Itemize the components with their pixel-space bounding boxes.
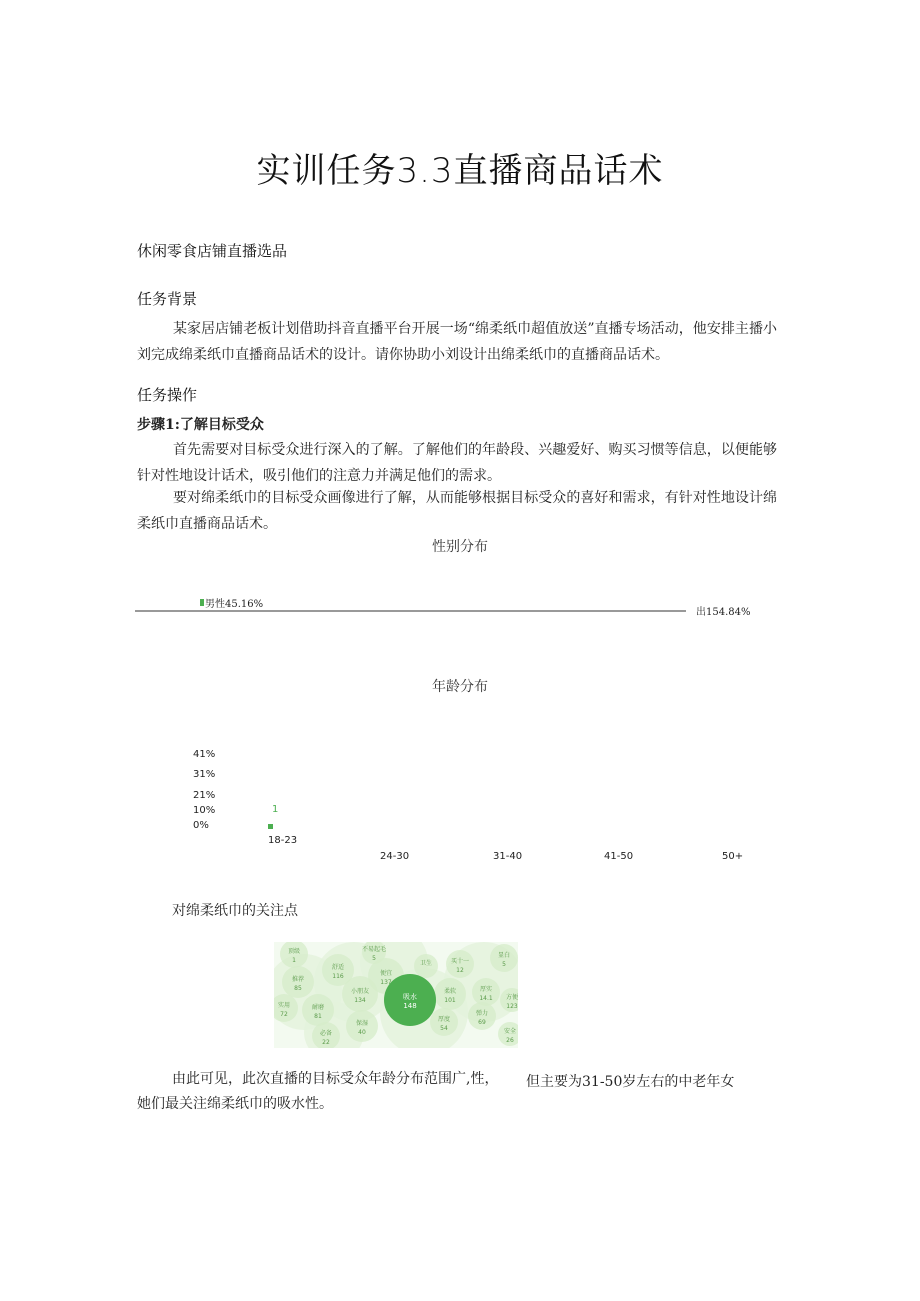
concern-label: 对绵柔纸巾的关注点 — [172, 903, 298, 919]
bubble-value-0: 1 — [292, 957, 296, 964]
age-xtick-18-23: 18-23 — [268, 835, 298, 846]
bubble-value-6: 81 — [314, 1013, 322, 1020]
bubble-label-16: 弹力 — [475, 1010, 489, 1017]
bubble-value-2: 72 — [280, 1011, 288, 1018]
bubble-label-11: 柔软 — [443, 988, 457, 995]
age-chart-title: 年龄分布 — [432, 679, 488, 695]
age-xtick-41-50: 41-50 — [604, 851, 634, 862]
bubble-value-15: 14.1 — [479, 995, 493, 1002]
age-xtick-24-30: 24-30 — [380, 851, 410, 862]
gender-chart-title: 性别分布 — [432, 539, 488, 555]
bubble-label-14: 买十一 — [450, 958, 470, 965]
bubble-value-13: 54 — [440, 1025, 448, 1032]
bubble-label-10: 卫生 — [419, 960, 433, 967]
bubble-label-7: 必备 — [319, 1030, 333, 1037]
bubble-label-5: 小朋友 — [350, 988, 370, 995]
bubble-value-16: 69 — [478, 1019, 486, 1026]
bubble-label-15: 厚实 — [479, 986, 493, 993]
subtitle: 休闲零食店铺直播选品 — [137, 242, 288, 260]
age-ytick-41: 41% — [193, 749, 216, 760]
conclusion-left: 由此可见，此次直播的目标受众年龄分布范围广,性， — [172, 1071, 499, 1087]
age-xtick-31-40: 31-40 — [493, 851, 523, 862]
bubble-value-5: 134 — [354, 997, 366, 1004]
gender-chart — [0, 590, 920, 620]
background-paragraph: 某家居店铺老板计划借助抖音直播平台开展一场“绵柔纸巾超值放送”直播专场活动，他安排主播小刘完成绵柔纸巾直播商品话术的设计。请你协助小刘设计出绵柔纸巾的直播商品话术。 — [137, 321, 777, 363]
age-ytick-31: 31% — [193, 769, 216, 780]
bubble-value-18: 123 — [506, 1003, 518, 1010]
bubble-label-2: 实用 — [277, 1002, 291, 1009]
bubble-value-4: 116 — [332, 973, 344, 980]
gender-bar-male — [200, 599, 204, 606]
bubble-label-4: 舒适 — [331, 964, 345, 971]
age-ytick-0: 0% — [193, 820, 209, 831]
age-xtick-50plus: 50+ — [722, 851, 744, 862]
bubble-value-11: 101 — [444, 997, 456, 1004]
age-bar-18-23 — [268, 824, 273, 829]
bubble-label-1: 推荐 — [291, 976, 305, 983]
gender-label-female: 出154.84% — [696, 607, 751, 618]
bubble-label-6: 耐磨 — [311, 1004, 325, 1011]
concern-bubble-chart — [274, 942, 518, 1048]
bubble-value-12: 148 — [403, 1002, 417, 1010]
age-ytick-21: 21% — [193, 790, 216, 801]
page-title: 实训任务3.3直播商品话术 — [256, 151, 664, 191]
bubble-label-12: 吸水 — [403, 993, 417, 1001]
bubble-value-1: 85 — [294, 985, 302, 992]
bubble-label-18: 方便 — [505, 994, 518, 1001]
background-heading: 任务背景 — [137, 290, 198, 308]
bubble-label-17: 显白 — [497, 952, 511, 959]
bubble-label-9: 保湿 — [355, 1020, 369, 1027]
bubble-value-7: 22 — [322, 1039, 330, 1046]
conclusion-line2: 她们最关注绵柔纸巾的吸水性。 — [137, 1096, 333, 1112]
bubble-value-9: 40 — [358, 1029, 366, 1036]
step1-heading: 步骤1:了解目标受众 — [137, 417, 264, 433]
bubble-value-3: 5 — [372, 955, 376, 962]
bubble-value-17: 5 — [502, 961, 506, 968]
bubble-label-19: 安全 — [503, 1028, 517, 1035]
bubble-label-13: 厚度 — [437, 1016, 451, 1023]
operation-heading: 任务操作 — [137, 386, 198, 404]
bubble-value-8: 137 — [380, 979, 392, 986]
step1-paragraph-1: 首先需要对目标受众进行深入的了解。了解他们的年龄段、兴趣爱好、购买习惯等信息，以便能够针对性地设计话术，吸引他们的注意力并满足他们的需求。 — [137, 442, 777, 484]
bubble-value-14: 12 — [456, 967, 464, 974]
bubble-value-19: 26 — [506, 1037, 514, 1044]
bubble-label-0: 顶级 — [287, 948, 301, 955]
conclusion-right: 但主要为31-50岁左右的中老年女 — [526, 1074, 735, 1090]
age-ytick-10: 10% — [193, 805, 216, 816]
bubble-label-3: 不易起毛 — [361, 946, 387, 953]
gender-label-male: 男性45.16% — [205, 599, 264, 610]
bubble-label-8: 便宜 — [379, 970, 393, 977]
step1-paragraph-2: 要对绵柔纸巾的目标受众画像进行了解，从而能够根据目标受众的喜好和需求，有针对性地设计绵柔纸巾直播商品话术。 — [137, 490, 777, 532]
age-bar-data-label: 1 — [272, 804, 279, 815]
bubble-svg — [274, 942, 518, 1048]
